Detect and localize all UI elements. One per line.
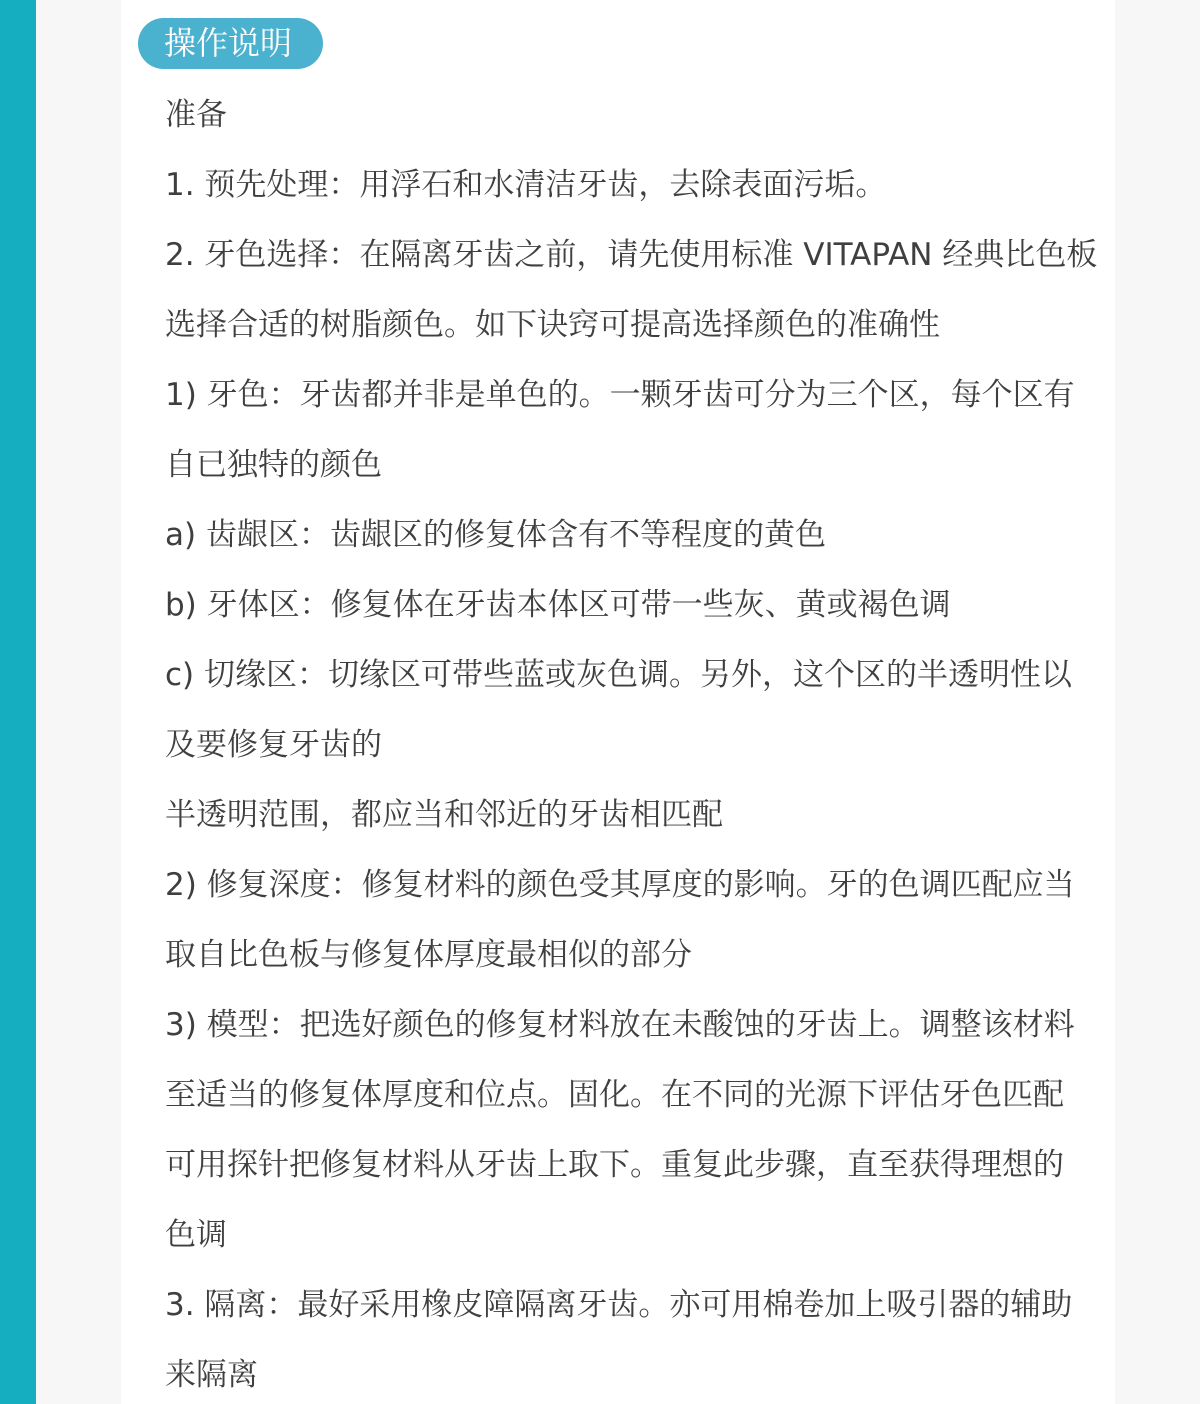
instruction-line: 及要修复牙齿的 [165,727,382,763]
instruction-line: 至适当的修复体厚度和位点。固化。在不同的光源下评估牙色匹配 [165,1077,1064,1113]
instruction-line: 半透明范围，都应当和邻近的牙齿相匹配 [165,797,723,833]
section-tag: 操作说明 [138,18,323,69]
instruction-line: 来隔离 [165,1357,258,1393]
instruction-line: b) 牙体区：修复体在牙齿本体区可带一些灰、黄或褐色调 [165,587,951,623]
instruction-line: 1. 预先处理：用浮石和水清洁牙齿，去除表面污垢。 [165,167,887,203]
instruction-line: 自已独特的颜色 [165,447,382,483]
instruction-line: 取自比色板与修复体厚度最相似的部分 [165,937,692,973]
instruction-line: 可用探针把修复材料从牙齿上取下。重复此步骤，直至获得理想的 [165,1147,1064,1183]
left-accent-bar [0,0,36,1404]
instruction-line: 2) 修复深度：修复材料的颜色受其厚度的影响。牙的色调匹配应当 [165,867,1075,903]
instruction-list [165,80,1125,1404]
instruction-line: 选择合适的树脂颜色。如下诀窍可提高选择颜色的准确性 [165,307,940,343]
instruction-line: 3) 模型：把选好颜色的修复材料放在未酸蚀的牙齿上。调整该材料 [165,1007,1075,1043]
instruction-line: 2. 牙色选择：在隔离牙齿之前，请先使用标准 VITAPAN 经典比色板 [165,237,1098,273]
instruction-line: 3. 隔离：最好采用橡皮障隔离牙齿。亦可用棉卷加上吸引器的辅助 [165,1287,1073,1323]
instruction-line: 准备 [165,97,227,133]
instruction-line: 1) 牙色：牙齿都并非是单色的。一颗牙齿可分为三个区，每个区有 [165,377,1075,413]
instruction-line: 色调 [165,1217,227,1253]
instruction-line: c) 切缘区：切缘区可带些蓝或灰色调。另外，这个区的半透明性以 [165,657,1072,693]
instruction-line: a) 齿龈区：齿龈区的修复体含有不等程度的黄色 [165,517,826,553]
